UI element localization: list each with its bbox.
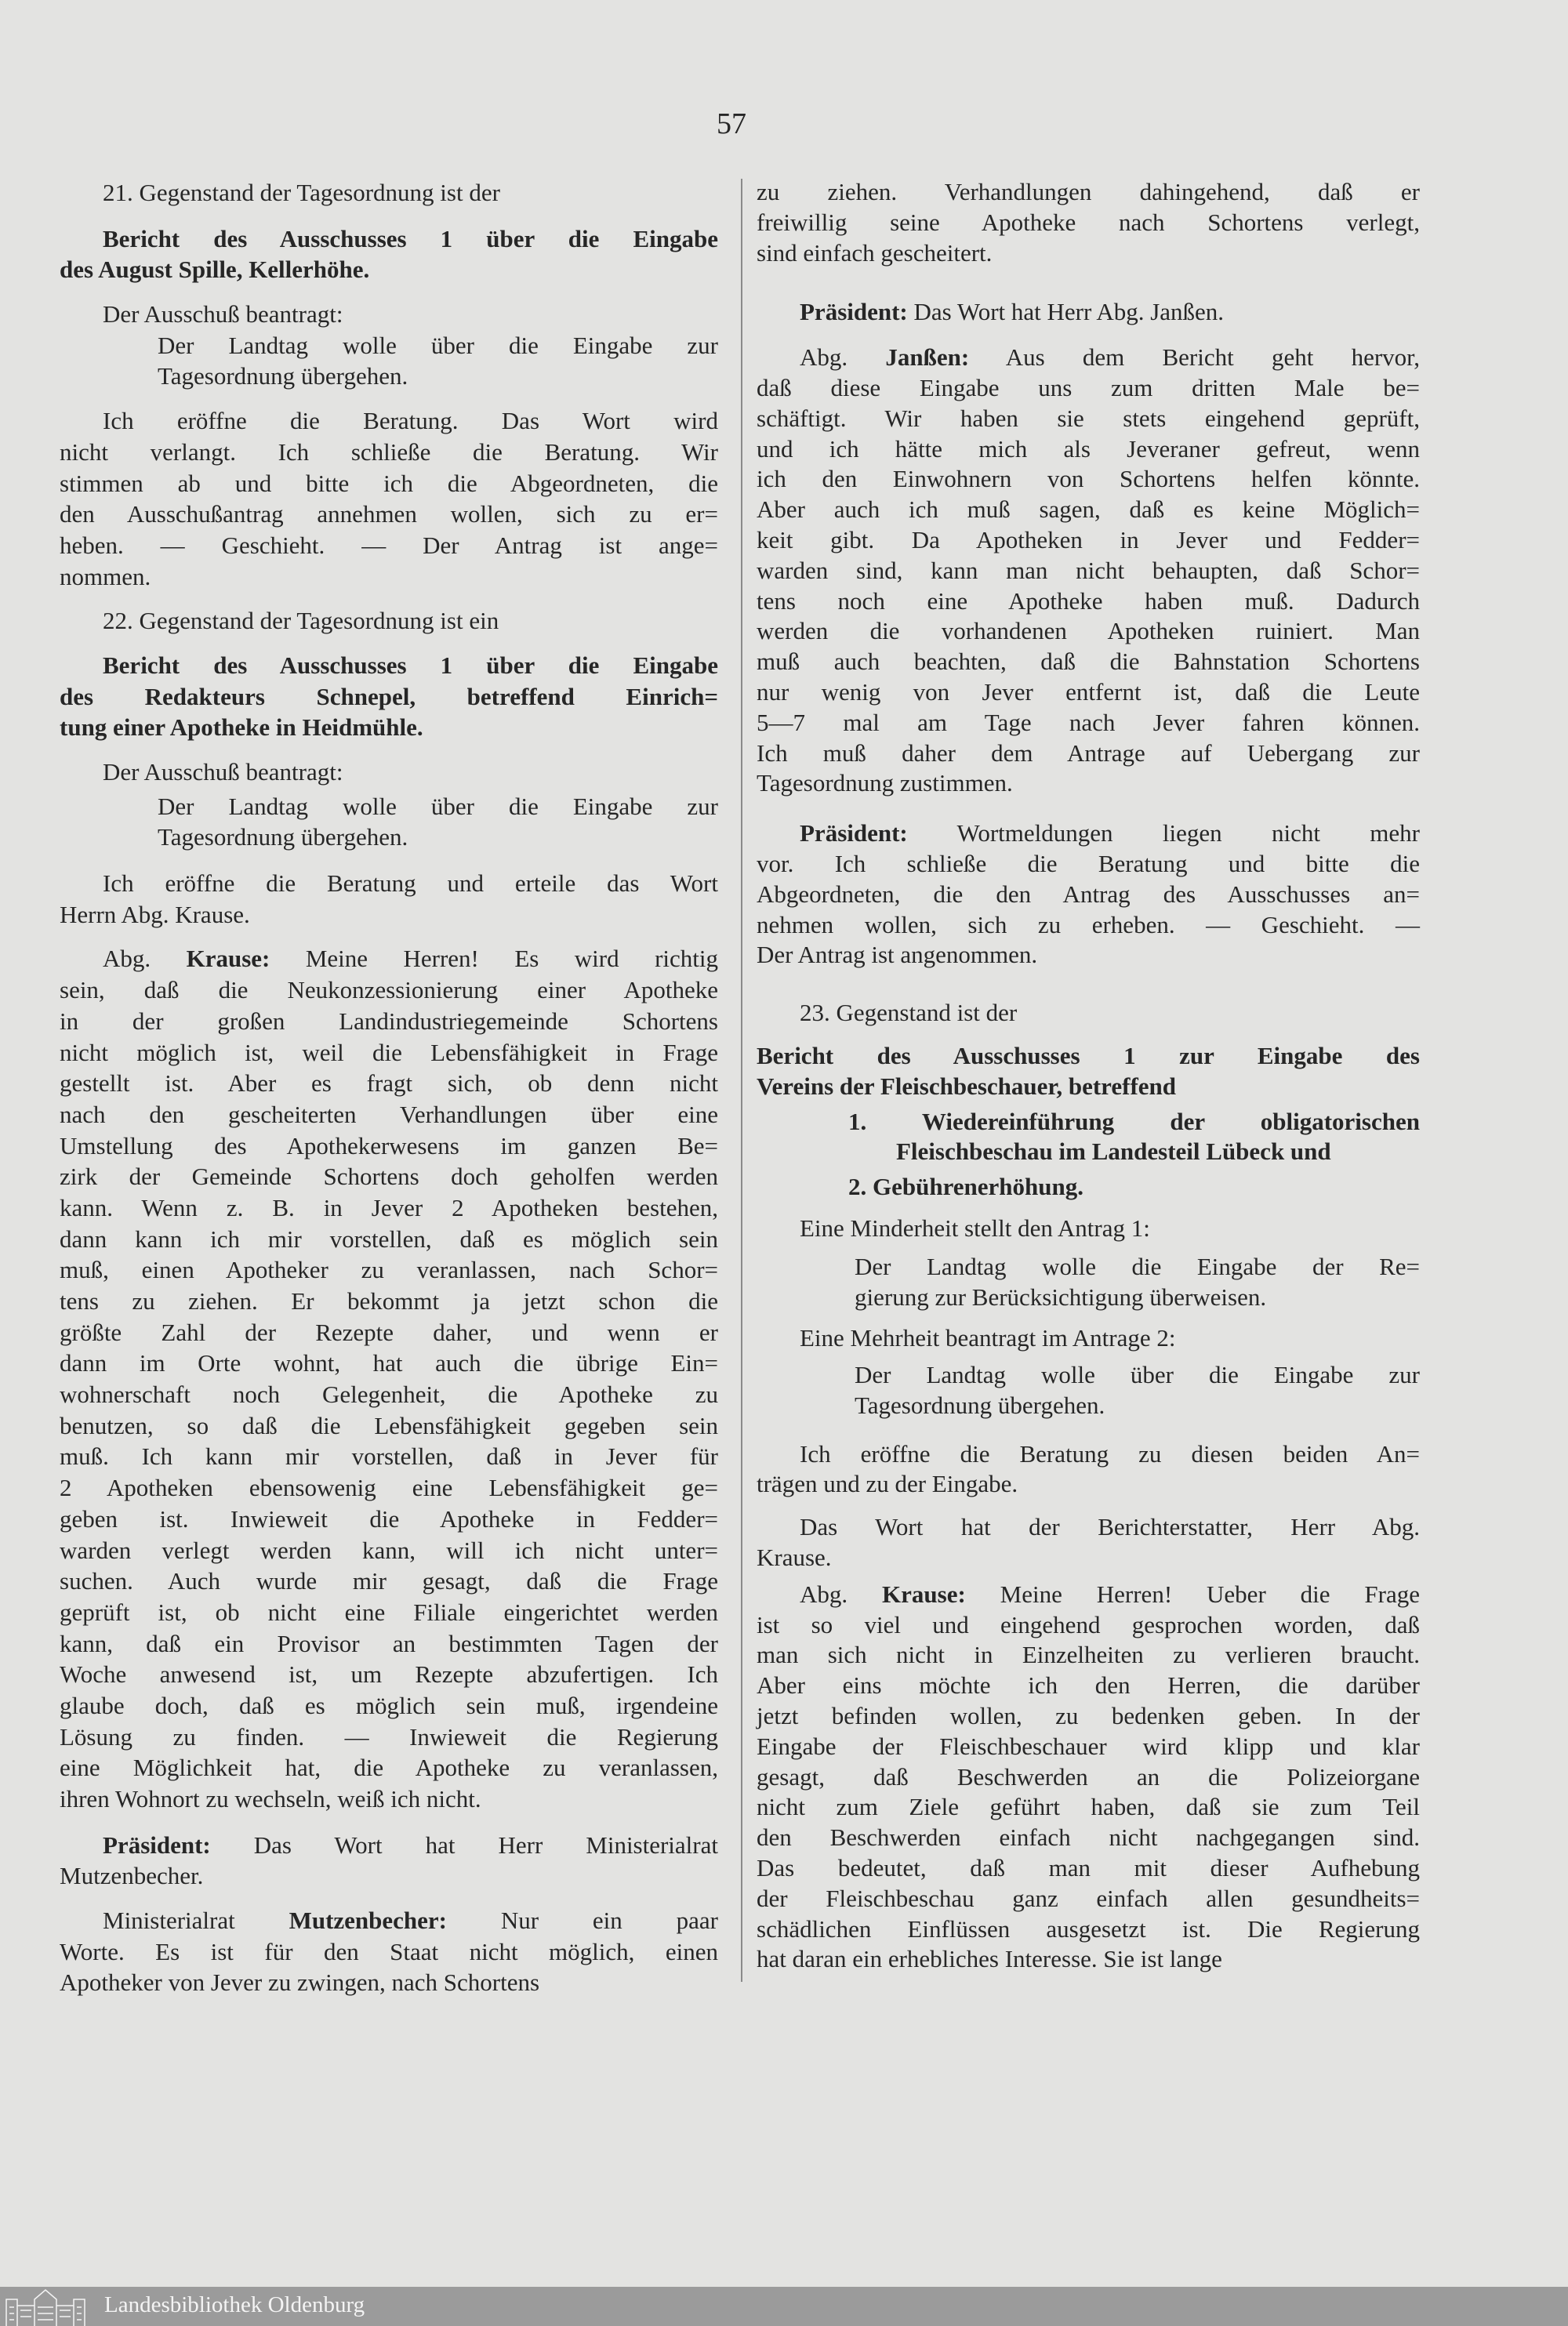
text-line: des August Spille, Kellerhöhe. — [60, 256, 370, 284]
text-line: zirk der Gemeinde Schortens doch geholfen werden — [60, 1163, 718, 1191]
text-line: gestellt ist. Aber es fragt sich, ob denn nicht — [60, 1069, 718, 1098]
paragraph-heading — [60, 223, 718, 285]
text-line: Apotheker von Jever zu zwingen, nach Schortens — [60, 1969, 540, 1997]
paragraph-motion — [60, 330, 718, 392]
text-line: Krause. — [757, 1544, 832, 1572]
text-line: Der Ausschuß beantragt: — [103, 300, 343, 328]
text-line: glaube doch, daß es möglich sein muß, irgendeine — [60, 1691, 718, 1719]
paragraph-label — [60, 757, 718, 788]
paragraph-heading-flush — [757, 1041, 1420, 1102]
text-line: muß, einen Apotheker zu veranlassen, nach Schor= — [60, 1256, 718, 1284]
text-line: nicht zum Ziele geführt haben, daß sie zum Teil — [757, 1793, 1420, 1821]
paragraph-label — [757, 1214, 1420, 1244]
paragraph-motion — [757, 1252, 1420, 1313]
text-line: stimmen ab und bitte ich die Abgeordneten, die — [60, 469, 718, 497]
text-line: Tagesordnung übergehen. — [158, 823, 408, 851]
paragraph-text — [60, 868, 718, 930]
text-line — [757, 818, 1420, 849]
text-line: freiwillig seine Apotheke nach Schortens verlegt, — [757, 208, 1420, 236]
text-line: Eine Minderheit stellt den Antrag 1: — [800, 1214, 1150, 1242]
text-line: suchen. Auch wurde mir gesagt, daß die Frage — [60, 1567, 718, 1595]
text-segment: Meine Herren! Ueber die Frage — [965, 1580, 1420, 1608]
paragraph-text — [757, 998, 1420, 1029]
paragraph-label — [757, 1323, 1420, 1354]
paragraph-heading — [60, 650, 718, 743]
text-line: Das bedeutet, daß man mit dieser Aufhebung — [757, 1854, 1420, 1882]
paragraph-text — [60, 605, 718, 637]
text-line: Abgeordneten, die den Antrag des Ausschusses an= — [757, 880, 1420, 908]
text-line: Lösung zu finden. — Inwieweit die Regierung — [60, 1722, 718, 1751]
text-line: des Redakteurs Schnepel, betreffend Einrich= — [60, 682, 718, 710]
text-line: daß diese Eingabe uns zum dritten Male be= — [757, 373, 1420, 401]
text-line: 2. Gebührenerhöhung. — [848, 1173, 1084, 1201]
text-line: 21. Gegenstand der Tagesordnung ist der — [103, 179, 500, 206]
text-line: schäftigt. Wir haben sie stets eingehend geprüft, — [757, 404, 1420, 432]
text-line: gesagt, daß Beschwerden an die Polizeiorgane — [757, 1762, 1420, 1791]
text-line: Der Landtag wolle die Eingabe der Re= — [855, 1252, 1420, 1280]
right-column — [757, 177, 1420, 1975]
text-line: man sich nicht in Einzelheiten zu verlieren braucht. — [757, 1641, 1420, 1669]
text-segment: Nur ein paar — [447, 1907, 718, 1935]
text-line: Das Wort hat der Berichterstatter, Herr Abg. — [800, 1513, 1420, 1541]
speaker-name: Präsident: — [800, 819, 908, 847]
text-segment: Meine Herren! Es wird richtig — [270, 945, 718, 973]
column-divider — [741, 179, 742, 1982]
paragraph-text — [757, 1512, 1420, 1573]
text-line: nicht möglich ist, weil die Lebensfähigkeit in Frage — [60, 1038, 718, 1066]
text-line: heben. — Geschieht. — Der Antrag ist ange= — [60, 531, 718, 559]
paragraph-text — [757, 1580, 1420, 1975]
text-line: 23. Gegenstand ist der — [800, 999, 1018, 1027]
text-segment: Abg. — [800, 1580, 883, 1608]
text-line: warden verlegt werden kann, will ich nicht unter= — [60, 1536, 718, 1564]
text-segment: Das Wort hat Herr Abg. Janßen. — [907, 298, 1225, 326]
footer-bar — [0, 2287, 1568, 2326]
text-line: Der Landtag wolle über die Eingabe zur — [855, 1361, 1420, 1389]
text-line: Der Landtag wolle über die Eingabe zur — [158, 792, 718, 820]
text-line: 22. Gegenstand der Tagesordnung ist ein — [103, 607, 499, 635]
text-line: warden sind, kann man nicht behaupten, daß Schor= — [757, 556, 1420, 584]
text-line: dann im Orte wohnt, hat auch die übrige Ein= — [60, 1349, 718, 1377]
text-segment: Ministerialrat — [103, 1907, 289, 1935]
text-line: Aber auch ich muß sagen, daß es keine Möglich= — [757, 495, 1420, 524]
speaker-name: Krause: — [186, 945, 270, 973]
speaker-name: Präsident: — [103, 1831, 211, 1859]
text-line: Vereins der Fleischbeschauer, betreffend — [757, 1072, 1177, 1100]
text-line: Mutzenbecher. — [60, 1862, 204, 1890]
text-line: ich den Einwohnern von Schortens helfen könnte. — [757, 465, 1420, 493]
text-line: in der großen Landindustriegemeinde Schortens — [60, 1007, 718, 1035]
paragraph-list — [757, 1172, 1420, 1203]
text-line: trägen und zu der Eingabe. — [757, 1470, 1018, 1498]
text-line — [60, 1830, 718, 1861]
text-line: größte Zahl der Rezepte daher, und wenn er — [60, 1318, 718, 1346]
text-line: sind einfach gescheitert. — [757, 238, 993, 267]
text-line: Der Antrag ist angenommen. — [757, 941, 1038, 969]
text-line: muß. Ich kann mir vorstellen, daß in Jever für — [60, 1442, 718, 1471]
text-line — [757, 297, 1420, 328]
text-line: Bericht des Ausschusses 1 über die Eingabe — [103, 224, 718, 252]
speaker-name: Krause: — [882, 1580, 966, 1608]
text-line: nach den gescheiterten Verhandlungen über eine — [60, 1100, 718, 1128]
speaker-name: Präsident: — [800, 298, 908, 326]
speaker-name: Janßen: — [885, 343, 970, 372]
text-line: den Ausschußantrag annehmen wollen, sich zu er= — [60, 500, 718, 528]
paragraph-text — [757, 343, 1420, 799]
paragraph-motion — [757, 1360, 1420, 1421]
text-line: Umstellung des Apothekerwesens im ganzen Be= — [60, 1131, 718, 1159]
text-line — [60, 1905, 718, 1936]
text-line: tung einer Apotheke in Heidmühle. — [60, 713, 423, 742]
text-segment: Abg. — [800, 343, 886, 372]
text-line: 5—7 mal am Tage nach Jever fahren können. — [757, 708, 1420, 736]
text-line: benutzen, so daß die Lebensfähigkeit gegeben sein — [60, 1411, 718, 1439]
paragraph-text — [60, 943, 718, 1814]
paragraph-cont — [757, 177, 1420, 268]
text-line: kann. Wenn z. B. in Jever 2 Apotheken bestehen, — [60, 1193, 718, 1221]
text-line: Woche anwesend ist, um Rezepte abzufertigen. Ich — [60, 1660, 718, 1689]
text-line: Tagesordnung zustimmen. — [757, 769, 1013, 797]
text-line: Aber eins möchte ich den Herren, die darüber — [757, 1671, 1420, 1700]
text-line: Bericht des Ausschusses 1 über die Eingabe — [103, 651, 718, 679]
text-line: Der Landtag wolle über die Eingabe zur — [158, 331, 718, 359]
page-number: 57 — [717, 107, 746, 140]
text-line: Ich muß daher dem Antrage auf Uebergang zur — [757, 738, 1420, 767]
paragraph-text — [757, 297, 1420, 328]
text-line: nommen. — [60, 562, 151, 590]
paragraph-text — [757, 1439, 1420, 1500]
text-line: muß auch beachten, daß die Bahnstation Schortens — [757, 648, 1420, 676]
text-line: werden die vorhandenen Apotheken ruiniert. Man — [757, 617, 1420, 645]
text-line: keit gibt. Da Apotheken in Jever und Fedder= — [757, 525, 1420, 553]
text-line: Ich eröffne die Beratung und erteile das Wort — [103, 869, 718, 898]
text-line — [757, 343, 1420, 373]
text-line: Ich eröffne die Beratung. Das Wort wird — [103, 407, 718, 435]
text-line: nur wenig von Jever entfernt ist, daß die Leute — [757, 677, 1420, 706]
text-line: den Beschwerden einfach nicht nachgegangen sind. — [757, 1823, 1420, 1852]
text-line: und ich hätte mich als Jeveraner gefreut, wenn — [757, 434, 1420, 463]
text-line: jetzt befinden wollen, zu bedenken geben. In der — [757, 1702, 1420, 1730]
speaker-name: Mutzenbecher: — [289, 1907, 448, 1935]
left-column — [60, 177, 718, 1998]
paragraph-text — [60, 177, 718, 209]
paragraph-text — [60, 1830, 718, 1892]
text-line: hat daran ein erhebliches Interesse. Sie ist lange — [757, 1945, 1222, 1973]
text-line: ihren Wohnort zu wechseln, weiß ich nicht. — [60, 1785, 481, 1813]
text-line: Tagesordnung übergehen. — [158, 362, 408, 390]
text-line: 1. Wiedereinführung der obligatorischen — [848, 1107, 1420, 1135]
text-line: nehmen wollen, sich zu erheben. — Geschieht. — — [757, 910, 1420, 938]
text-line: tens noch eine Apotheke haben muß. Dadurch — [757, 586, 1420, 615]
text-line: der Fleischbeschau ganz einfach allen gesundheits= — [757, 1884, 1420, 1912]
paragraph-label — [60, 299, 718, 330]
text-line: Eine Mehrheit beantragt im Antrage 2: — [800, 1324, 1176, 1352]
text-line: nicht verlangt. Ich schließe die Beratung. Wir — [60, 437, 718, 466]
text-line: Worte. Es ist für den Staat nicht möglich, einen — [60, 1937, 718, 1965]
library-building-logo — [5, 2288, 97, 2326]
text-line: schädlichen Einflüssen ausgesetzt ist. Die Regierung — [757, 1914, 1420, 1943]
text-line: kann, daß ein Provisor an bestimmten Tagen der — [60, 1629, 718, 1657]
text-line: zu ziehen. Verhandlungen dahingehend, daß er — [757, 178, 1420, 205]
text-line: geben ist. Inwieweit die Apotheke in Fedder= — [60, 1504, 718, 1533]
paragraph-list — [757, 1107, 1420, 1168]
text-line: Fleischbeschau im Landesteil Lübeck und — [896, 1138, 1331, 1166]
text-line: wohnerschaft noch Gelegenheit, die Apotheke zu — [60, 1381, 718, 1409]
paragraph-text — [60, 405, 718, 592]
text-line: eine Möglichkeit hat, die Apotheke zu veranlassen, — [60, 1754, 718, 1782]
text-line: sein, daß die Neukonzessionierung einer Apotheke — [60, 976, 718, 1004]
library-name: Landesbibliothek Oldenburg — [104, 2292, 365, 2317]
text-line: Herrn Abg. Krause. — [60, 900, 250, 928]
text-segment: Das Wort hat Herr Ministerialrat — [210, 1831, 718, 1859]
text-line: geprüft ist, ob nicht eine Filiale eingerichtet werden — [60, 1598, 718, 1626]
text-line: Bericht des Ausschusses 1 zur Eingabe des — [757, 1041, 1420, 1069]
text-line: ist so viel und eingehend gesprochen worden, daß — [757, 1610, 1420, 1638]
text-line: 2 Apotheken ebensowenig eine Lebensfähigkeit ge= — [60, 1474, 718, 1502]
paragraph-motion — [60, 791, 718, 853]
text-line: Ich eröffne die Beratung zu diesen beiden An= — [800, 1439, 1420, 1468]
paragraph-text — [60, 1905, 718, 1998]
text-line — [60, 943, 718, 974]
text-line: Eingabe der Fleischbeschauer wird klipp und klar — [757, 1732, 1420, 1760]
text-line: gierung zur Berücksichtigung überweisen. — [855, 1283, 1267, 1311]
text-segment: Wortmeldungen liegen nicht mehr — [907, 819, 1420, 847]
text-line: dann kann ich mir vorstellen, daß es möglich sein — [60, 1225, 718, 1253]
text-segment: Abg. — [103, 945, 187, 973]
text-line — [757, 1580, 1420, 1610]
text-line: vor. Ich schließe die Beratung und bitte die — [757, 849, 1420, 877]
text-line: Der Ausschuß beantragt: — [103, 758, 343, 786]
text-segment: Aus dem Bericht geht hervor, — [969, 343, 1420, 372]
text-line: tens zu ziehen. Er bekommt ja jetzt schon die — [60, 1287, 718, 1315]
paragraph-text — [757, 818, 1420, 971]
text-line: Tagesordnung übergehen. — [855, 1391, 1105, 1419]
